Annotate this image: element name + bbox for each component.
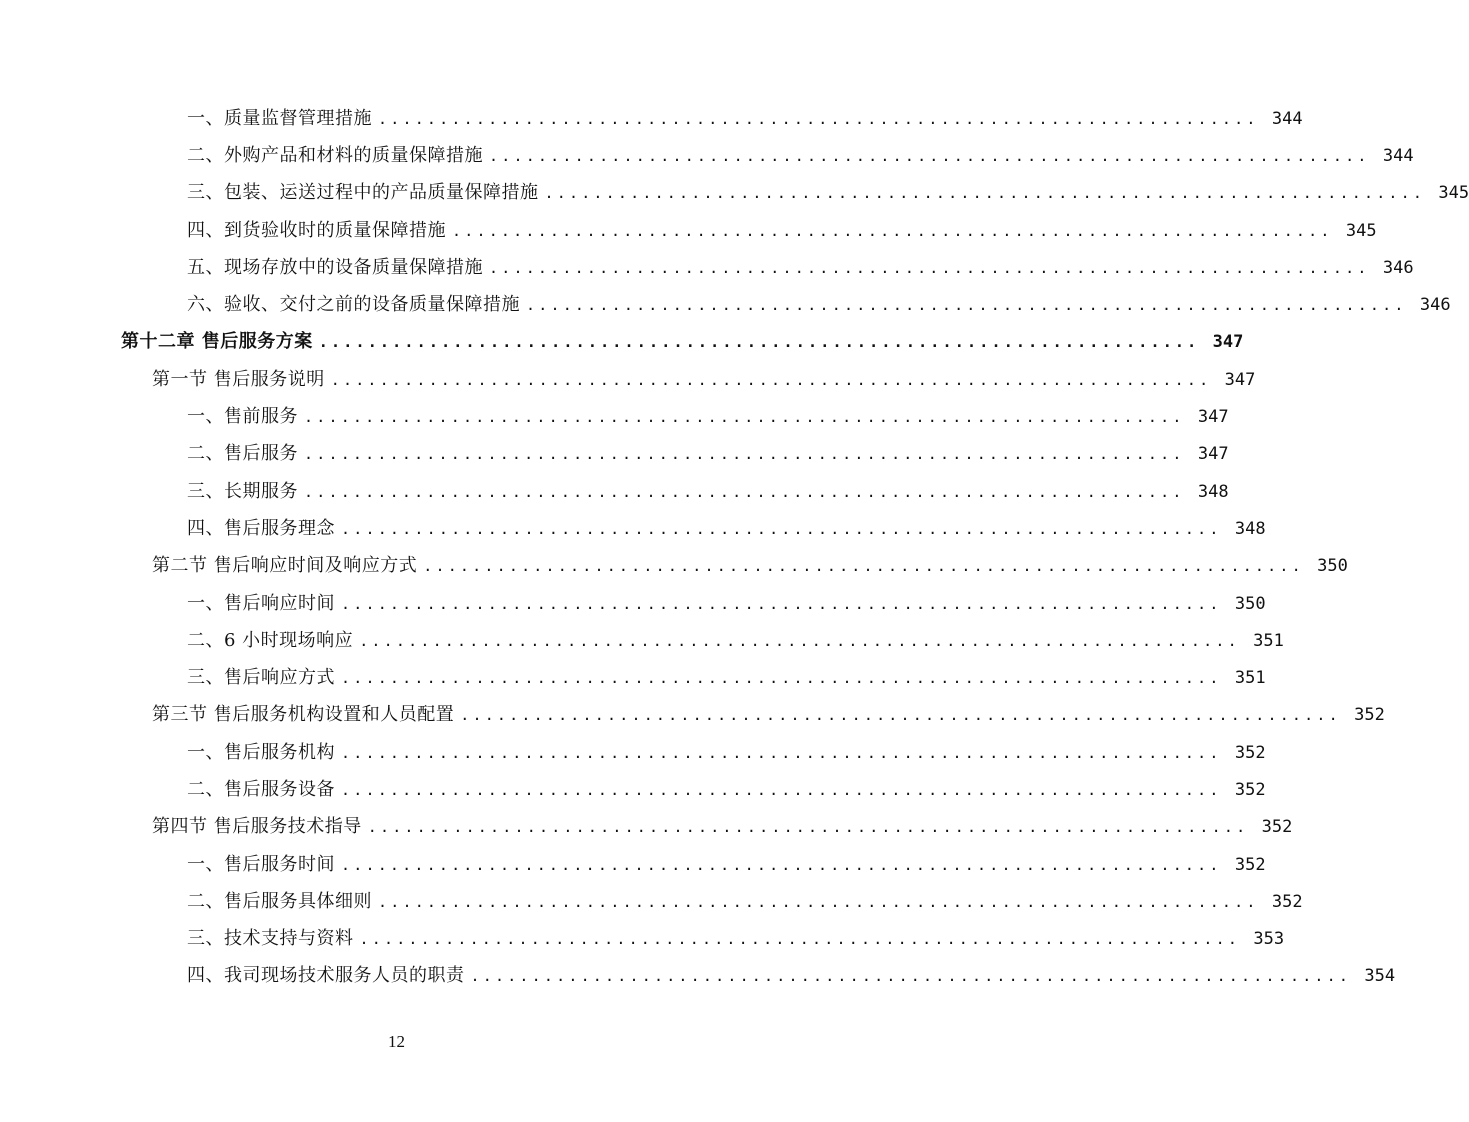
toc-entry-page: 352 [1261,817,1293,838]
toc-entry-page: 351 [1234,668,1266,689]
toc-section-entry[interactable] [0,361,1256,398]
toc-entry[interactable] [0,659,1266,696]
toc-leader-dots: ........................................................................ [341,855,1222,874]
toc-entry-title: 二、6 小时现场响应 [187,629,354,651]
toc-entry-title: 第十二章 售后服务方案 [121,331,313,353]
toc-leader-dots: ........................................................................ [304,408,1185,427]
toc-entry-title: 三、技术支持与资料 [187,928,354,950]
toc-entry[interactable] [0,958,1396,995]
toc-leader-dots: ........................................................................ [304,482,1185,501]
toc-leader-dots: ........................................................................ [489,258,1370,277]
toc-entry[interactable] [0,622,1284,659]
toc-entry-page: 348 [1234,518,1266,539]
toc-entry-page: 352 [1354,705,1385,726]
toc-entry-title: 第三节 售后服务机构设置和人员配置 [152,704,455,726]
toc-entry[interactable] [0,212,1377,249]
toc-entry-page: 353 [1253,929,1285,950]
toc-leader-dots: ........................................................................ [359,930,1241,949]
toc-entry[interactable] [0,734,1266,771]
toc-section-entry[interactable] [0,697,1385,734]
toc-entry-page: 344 [1271,108,1303,129]
toc-entry-page: 352 [1234,854,1266,875]
toc-entry-title: 二、售后服务设备 [187,778,335,800]
toc-entry-page: 350 [1234,593,1266,614]
toc-leader-dots: ........................................................................ [341,669,1222,688]
toc-entry-title: 二、售后服务 [187,443,298,465]
toc-entry[interactable] [0,286,1451,323]
toc-leader-dots: ........................................................................ [544,184,1426,203]
toc-entry-title: 第二节 售后响应时间及响应方式 [152,555,418,577]
page-number: 12 [388,1032,405,1051]
toc-entry-page: 354 [1364,966,1396,987]
toc-entry-page: 352 [1234,779,1266,800]
toc-entry-title: 二、外购产品和材料的质量保障措施 [187,144,483,166]
toc-entry-title: 一、售前服务 [187,406,298,428]
toc-entry-title: 第一节 售后服务说明 [152,368,325,390]
toc-entry-title: 二、售后服务具体细则 [187,890,372,912]
toc-entry[interactable] [0,473,1229,510]
toc-leader-dots: ........................................................................ [341,519,1222,538]
toc-leader-dots: ........................................................................ [460,706,1341,725]
toc-entry[interactable] [0,175,1469,212]
toc-entry-page: 347 [1212,332,1244,353]
toc-leader-dots: ........................................................................ [341,594,1222,613]
toc-entry-page: 347 [1197,444,1229,465]
toc-entry[interactable] [0,436,1229,473]
toc-leader-dots: ........................................................................ [526,296,1407,315]
toc-entry[interactable] [0,585,1266,622]
toc-entry-page: 346 [1419,295,1451,316]
toc-entry-title: 四、到货验收时的质量保障措施 [187,219,446,241]
toc-entry[interactable] [0,846,1266,883]
toc-entry-page: 345 [1345,220,1377,241]
toc-leader-dots: ........................................................................ [378,109,1259,128]
toc-section-entry[interactable] [0,548,1348,585]
toc-entry[interactable] [0,883,1303,920]
toc-entry-title: 一、售后服务时间 [187,853,335,875]
toc-entry[interactable] [0,398,1229,435]
toc-entry-title: 一、售后服务机构 [187,741,335,763]
toc-entry-title: 三、长期服务 [187,480,298,502]
toc-entry-page: 350 [1317,556,1348,577]
toc-chapter-entry[interactable] [0,324,1244,361]
toc-leader-dots: ........................................................................ [452,221,1333,240]
toc-entry-page: 346 [1382,257,1414,278]
toc-leader-dots: ........................................................................ [359,631,1240,650]
toc-entry[interactable] [0,249,1414,286]
toc-section-entry[interactable] [0,809,1293,846]
toc-entry[interactable] [0,921,1285,958]
toc-entry-page: 352 [1271,891,1303,912]
toc-entry-page: 348 [1197,481,1229,502]
toc-entry-page: 347 [1197,407,1229,428]
toc-leader-dots: ........................................................................ [304,445,1185,464]
toc-leader-dots: ........................................................................ [318,333,1200,352]
toc-leader-dots: ........................................................................ [378,892,1259,911]
toc-entry-title: 一、质量监督管理措施 [187,107,372,129]
toc-entry-title: 四、售后服务理念 [187,517,335,539]
toc-leader-dots: ........................................................................ [489,146,1370,165]
toc-entry-page: 344 [1382,145,1414,166]
toc-leader-dots: ........................................................................ [367,818,1249,837]
toc-entry-page: 351 [1253,630,1284,651]
toc-leader-dots: ........................................................................ [330,370,1212,389]
toc-leader-dots: ........................................................................ [470,967,1352,986]
toc-entry-title: 三、包装、运送过程中的产品质量保障措施 [187,182,539,204]
toc-entry-title: 四、我司现场技术服务人员的职责 [187,965,465,987]
toc-leader-dots: ........................................................................ [423,557,1304,576]
toc-entry-title: 三、售后响应方式 [187,667,335,689]
toc-leader-dots: ........................................................................ [341,743,1222,762]
toc-entry-title: 五、现场存放中的设备质量保障措施 [187,256,483,278]
toc-entry-page: 352 [1234,742,1266,763]
toc-entry[interactable] [0,771,1266,808]
toc-entry-page: 347 [1224,369,1256,390]
table-of-contents [0,100,1469,995]
toc-entry-page: 345 [1438,183,1469,204]
toc-leader-dots: ........................................................................ [341,780,1222,799]
toc-entry[interactable] [0,100,1303,137]
toc-entry-title: 第四节 售后服务技术指导 [152,816,362,838]
toc-entry[interactable] [0,510,1266,547]
toc-entry[interactable] [0,137,1414,174]
toc-entry-title: 六、验收、交付之前的设备质量保障措施 [187,294,520,316]
toc-entry-title: 一、售后响应时间 [187,592,335,614]
